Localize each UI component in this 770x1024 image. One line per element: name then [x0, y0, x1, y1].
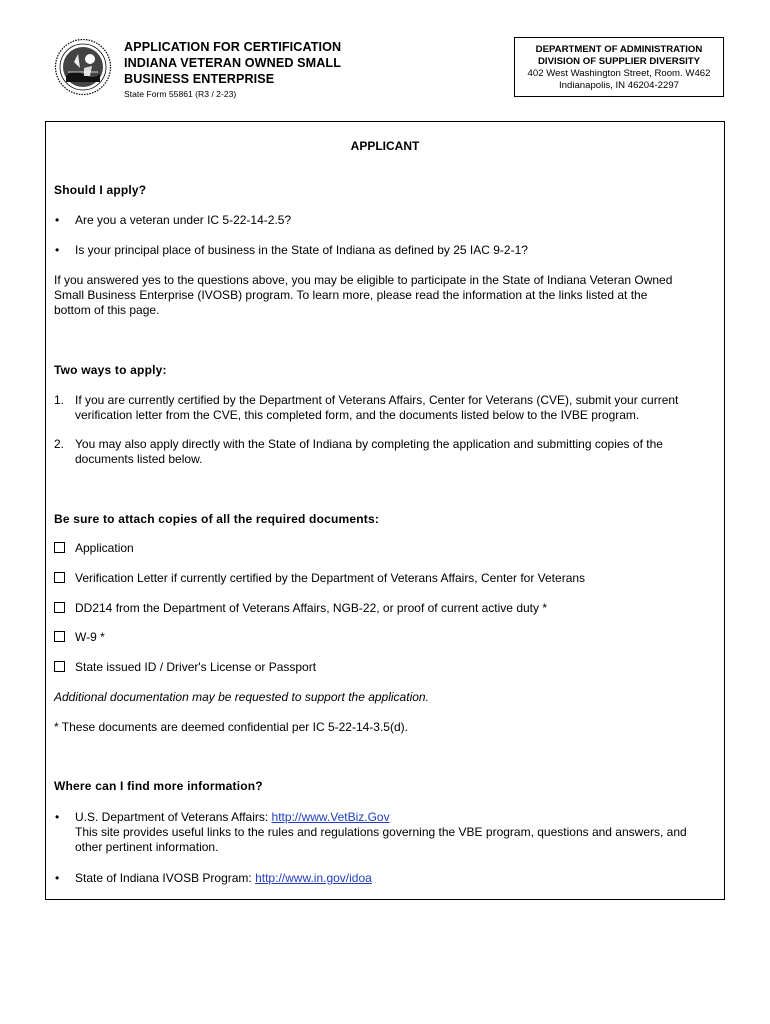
- way-number: 2.: [54, 437, 65, 451]
- section-title: APPLICANT: [350, 139, 420, 153]
- form-title-block: [124, 39, 341, 99]
- bullet-icon: •: [55, 243, 60, 257]
- document-checkbox[interactable]: [54, 572, 65, 583]
- document-label: State issued ID / Driver's License or Passport: [75, 660, 317, 674]
- form-title-line: BUSINESS ENTERPRISE: [124, 72, 275, 86]
- division-name: DIVISION OF SUPPLIER DIVERSITY: [537, 56, 701, 67]
- document-checkbox[interactable]: [54, 631, 65, 642]
- way-text: verification letter from the CVE, this completed form, and the documents listed below to the IVBE program.: [75, 408, 640, 422]
- indiana-state-seal-icon: [54, 38, 112, 96]
- city-state-zip: Indianapolis, IN 46204-2297: [558, 80, 679, 91]
- resource-label: U.S. Department of Veterans Affairs:: [75, 810, 272, 824]
- more-info-heading: Where can I find more information?: [54, 779, 263, 793]
- way-text: If you are currently certified by the Department of Veterans Affairs, Center for Veterans (CVE), submit your current: [75, 393, 679, 407]
- should-apply-heading: Should I apply?: [54, 183, 147, 197]
- way-text: documents listed below.: [75, 452, 203, 466]
- resource-item: [75, 871, 372, 886]
- document-label: DD214 from the Department of Veterans Affairs, NGB-22, or proof of current active duty *: [75, 601, 548, 615]
- way-number: 1.: [54, 393, 65, 407]
- question-item: Are you a veteran under IC 5-22-14-2.5?: [75, 213, 292, 227]
- two-ways-heading: Two ways to apply:: [54, 363, 167, 377]
- department-address-box: [514, 37, 724, 97]
- eligibility-text: Small Business Enterprise (IVOSB) program. To learn more, please read the information at the links listed at the: [54, 288, 648, 302]
- document-label: Verification Letter if currently certified by the Department of Veterans Affairs, Center for Veterans: [75, 571, 586, 585]
- way-text: You may also apply directly with the State of Indiana by completing the application and submitting copies of the: [75, 437, 663, 451]
- bullet-icon: •: [55, 213, 60, 227]
- eligibility-text: If you answered yes to the questions above, you may be eligible to participate in the State of Indiana Veteran Owned: [54, 273, 673, 287]
- attach-heading: Be sure to attach copies of all the required documents:: [54, 512, 380, 526]
- street-address: 402 West Washington Street, Room. W462: [527, 68, 711, 79]
- confidential-note: * These documents are deemed confidential per IC 5-22-14-3.5(d).: [54, 720, 408, 734]
- additional-note: Additional documentation may be requested to support the application.: [54, 690, 429, 704]
- vetbiz-link[interactable]: http://www.VetBiz.Gov: [271, 810, 390, 824]
- form-title-line: APPLICATION FOR CERTIFICATION: [124, 40, 342, 54]
- document-checkbox[interactable]: [54, 602, 65, 613]
- form-title-line: INDIANA VETERAN OWNED SMALL: [124, 56, 342, 70]
- document-checkbox[interactable]: [54, 542, 65, 553]
- resource-description: other pertinent information.: [75, 840, 219, 854]
- question-item: Is your principal place of business in the State of Indiana as defined by 25 IAC 9-2-1?: [75, 243, 528, 257]
- idoa-link[interactable]: http://www.in.gov/idoa: [255, 871, 372, 885]
- document-checkbox[interactable]: [54, 661, 65, 672]
- resource-description: This site provides useful links to the rules and regulations governing the VBE program, questions and answers, and: [75, 825, 687, 839]
- bullet-icon: •: [55, 810, 60, 824]
- resource-item: [75, 810, 390, 825]
- document-label: Application: [75, 541, 134, 555]
- resource-label: State of Indiana IVOSB Program:: [75, 871, 256, 885]
- applicant-section: [45, 121, 725, 900]
- form-number: State Form 55861 (R3 / 2-23): [124, 89, 237, 99]
- eligibility-text: bottom of this page.: [54, 303, 160, 317]
- bullet-icon: •: [55, 871, 60, 885]
- document-label: W-9 *: [75, 630, 105, 644]
- department-name: DEPARTMENT OF ADMINISTRATION: [535, 44, 703, 55]
